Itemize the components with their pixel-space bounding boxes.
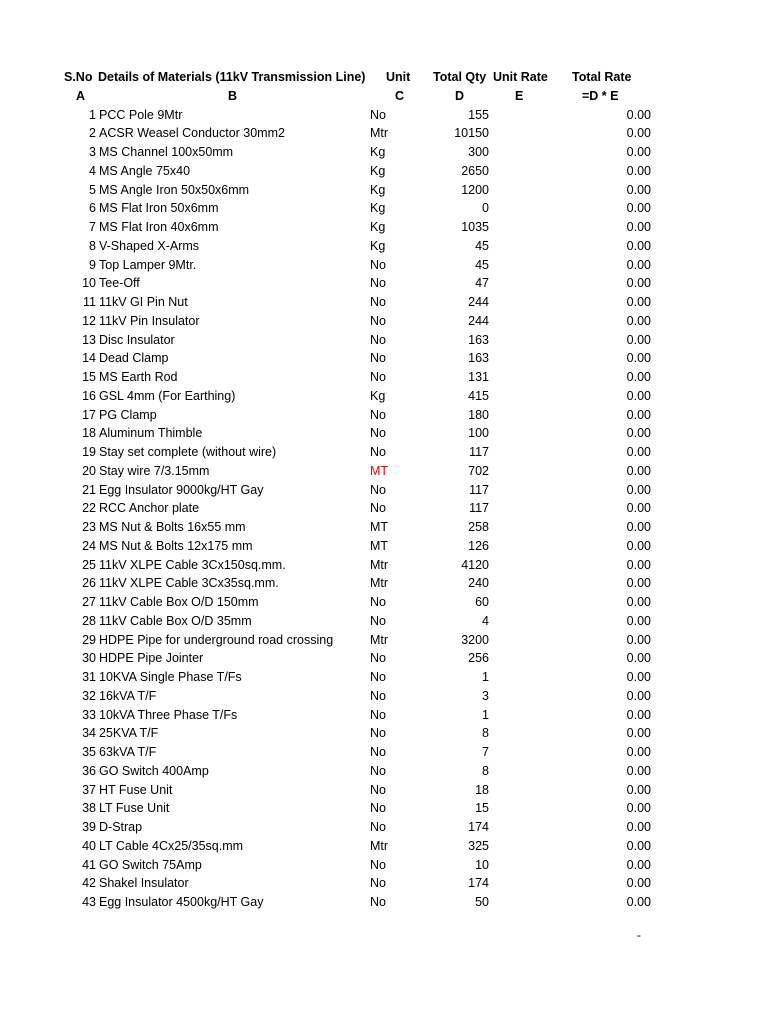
row-total-rate: 0.00 — [626, 538, 651, 553]
row-sno: 2 — [89, 126, 96, 141]
row-total-rate: 0.00 — [626, 520, 651, 534]
row-total-qty: 415 — [468, 388, 489, 403]
row-total-rate: 0.00 — [626, 107, 651, 122]
row-description: MS Flat Iron 50x6mm — [99, 201, 219, 216]
table-row — [0, 181, 768, 200]
row-sno: 17 — [82, 407, 96, 422]
row-total-rate: 0.00 — [626, 501, 651, 516]
row-description: ACSR Weasel Conductor 30mm2 — [99, 126, 285, 141]
row-total-rate: 0.00 — [626, 895, 651, 909]
row-sno: 26 — [82, 576, 96, 591]
row-total-qty: 1200 — [461, 182, 489, 197]
row-sno: 38 — [82, 801, 96, 816]
row-description: 25KVA T/F — [99, 726, 159, 741]
row-description: 11kV Cable Box O/D 150mm — [99, 595, 259, 609]
row-total-rate: 0.00 — [626, 276, 651, 291]
footer-dash: - — [637, 928, 641, 942]
row-description: Dead Clamp — [99, 351, 169, 366]
row-description: MS Flat Iron 40x6mm — [99, 220, 219, 234]
row-unit: No — [370, 857, 386, 872]
row-total-qty: 256 — [468, 651, 489, 666]
row-total-qty: 4120 — [461, 557, 489, 572]
row-description: HT Fuse Unit — [99, 782, 173, 797]
row-total-qty: 117 — [469, 482, 489, 497]
table-row — [0, 481, 768, 500]
table-row — [0, 443, 768, 462]
table-row — [0, 106, 768, 125]
row-unit: No — [370, 276, 386, 291]
row-description: Shakel Insulator — [99, 876, 189, 891]
row-unit: No — [370, 651, 386, 666]
row-description: Disc Insulator — [99, 332, 175, 347]
table-row — [0, 124, 768, 143]
row-total-qty: 180 — [468, 407, 489, 422]
table-row — [0, 837, 768, 856]
row-total-rate: 0.00 — [626, 163, 651, 178]
table-row — [0, 256, 768, 275]
row-sno: 8 — [89, 238, 96, 253]
table-row — [0, 424, 768, 443]
column-letter-row — [0, 87, 768, 106]
table-row — [0, 649, 768, 668]
row-total-qty: 10 — [475, 857, 489, 872]
row-description: MS Channel 100x50mm — [99, 145, 234, 159]
table-row — [0, 518, 768, 537]
row-unit: No — [370, 332, 386, 347]
row-total-qty: 117 — [469, 445, 489, 459]
table-row — [0, 668, 768, 687]
row-unit: No — [370, 670, 386, 684]
column-formula-f: =D * E — [582, 88, 619, 103]
row-total-qty: 1 — [482, 707, 489, 722]
row-sno: 16 — [82, 388, 96, 403]
row-unit: Mtr — [370, 557, 389, 572]
row-total-qty: 3200 — [461, 632, 489, 647]
row-unit: No — [370, 426, 386, 441]
row-total-rate: 0.00 — [626, 876, 651, 891]
row-sno: 35 — [82, 745, 96, 759]
row-total-rate: 0.00 — [626, 388, 651, 403]
table-row — [0, 687, 768, 706]
row-sno: 27 — [82, 595, 96, 609]
table-row — [0, 237, 768, 256]
row-total-qty: 45 — [475, 257, 489, 272]
row-description: D-Strap — [99, 820, 143, 834]
header-total-rate: Total Rate — [572, 70, 632, 84]
row-unit: No — [370, 763, 386, 778]
row-sno: 21 — [82, 482, 96, 497]
row-description: HDPE Pipe Jointer — [99, 651, 204, 666]
table-row — [0, 874, 768, 893]
row-unit: No — [370, 482, 386, 497]
row-description: 10kVA Three Phase T/Fs — [99, 707, 238, 722]
row-unit: No — [370, 876, 386, 891]
row-total-rate: 0.00 — [626, 707, 651, 722]
column-letter-d: D — [455, 88, 465, 103]
row-total-qty: 117 — [469, 501, 489, 516]
row-unit: No — [370, 595, 386, 609]
row-sno: 39 — [82, 820, 96, 834]
table-row — [0, 199, 768, 218]
row-sno: 14 — [82, 351, 96, 366]
table-row — [0, 312, 768, 331]
row-description: PCC Pole 9Mtr — [99, 107, 183, 122]
row-description: PG Clamp — [99, 407, 157, 422]
column-letter-a: A — [76, 88, 86, 103]
row-description: 11kV Cable Box O/D 35mm — [99, 613, 252, 628]
column-letter-b: B — [228, 88, 238, 103]
row-total-rate: 0.00 — [626, 801, 651, 816]
row-sno: 13 — [82, 332, 96, 347]
table-row — [0, 218, 768, 237]
row-sno: 33 — [82, 707, 96, 722]
row-description: MS Earth Rod — [99, 370, 178, 384]
row-unit: Kg — [370, 220, 386, 234]
table-row — [0, 706, 768, 725]
header-details: Details of Materials (11kV Transmission Line) — [98, 70, 366, 84]
row-description: MS Nut & Bolts 16x55 mm — [99, 520, 246, 534]
row-total-rate: 0.00 — [626, 295, 651, 309]
row-total-qty: 325 — [468, 838, 489, 853]
row-total-qty: 15 — [475, 801, 489, 816]
row-total-rate: 0.00 — [626, 238, 651, 253]
row-total-qty: 60 — [475, 595, 489, 609]
row-total-rate: 0.00 — [626, 313, 651, 328]
table-row — [0, 799, 768, 818]
row-total-qty: 174 — [468, 876, 489, 891]
row-description: 11kV Pin Insulator — [99, 313, 200, 328]
row-sno: 36 — [82, 763, 96, 778]
row-total-rate: 0.00 — [626, 632, 651, 647]
table-row — [0, 537, 768, 556]
row-total-rate: 0.00 — [626, 445, 651, 459]
row-total-rate: 0.00 — [626, 688, 651, 703]
row-sno: 15 — [82, 370, 96, 384]
row-sno: 30 — [82, 651, 96, 666]
row-description: GO Switch 400Amp — [99, 763, 209, 778]
row-description: LT Cable 4Cx25/35sq.mm — [99, 838, 244, 853]
row-description: 63kVA T/F — [99, 745, 157, 759]
table-row — [0, 143, 768, 162]
row-total-rate: 0.00 — [626, 595, 651, 609]
row-total-qty: 50 — [475, 895, 489, 909]
row-total-qty: 131 — [468, 370, 489, 384]
row-total-qty: 3 — [482, 688, 489, 703]
row-description: 11kV GI Pin Nut — [99, 295, 188, 309]
row-total-rate: 0.00 — [626, 857, 651, 872]
row-unit: MT — [370, 463, 389, 478]
row-unit: No — [370, 801, 386, 816]
row-total-qty: 47 — [475, 276, 489, 291]
row-sno: 23 — [82, 520, 96, 534]
row-sno: 22 — [82, 501, 96, 516]
row-total-qty: 8 — [482, 726, 489, 741]
row-description: MS Angle 75x40 — [99, 163, 191, 178]
table-row — [0, 331, 768, 350]
row-description: Tee-Off — [99, 276, 140, 291]
row-description: Stay set complete (without wire) — [99, 445, 277, 459]
row-sno: 5 — [89, 182, 96, 197]
row-unit: No — [370, 313, 386, 328]
row-total-qty: 100 — [468, 426, 489, 441]
row-unit: No — [370, 370, 386, 384]
row-unit: No — [370, 257, 386, 272]
row-unit: No — [370, 501, 386, 516]
row-total-rate: 0.00 — [626, 576, 651, 591]
row-total-rate: 0.00 — [626, 407, 651, 422]
row-description: 16kVA T/F — [99, 688, 157, 703]
row-unit: No — [370, 351, 386, 366]
row-sno: 10 — [82, 276, 96, 291]
row-description: Egg Insulator 9000kg/HT Gay — [99, 482, 264, 497]
row-sno: 37 — [82, 782, 96, 797]
row-sno: 28 — [82, 613, 96, 628]
row-sno: 34 — [82, 726, 96, 741]
table-row — [0, 499, 768, 518]
column-letter-c: C — [395, 88, 405, 103]
table-row — [0, 574, 768, 593]
header-row — [0, 68, 768, 87]
row-sno: 20 — [82, 463, 96, 478]
row-total-qty: 300 — [468, 145, 489, 159]
row-unit: No — [370, 707, 386, 722]
materials-sheet — [0, 68, 768, 912]
header-total-qty: Total Qty — [433, 70, 487, 84]
row-description: Stay wire 7/3.15mm — [99, 463, 210, 478]
row-sno: 7 — [89, 220, 96, 234]
row-total-qty: 702 — [468, 463, 489, 478]
row-sno: 3 — [89, 145, 96, 159]
row-description: RCC Anchor plate — [99, 501, 200, 516]
row-unit: Kg — [370, 238, 386, 253]
row-unit: No — [370, 782, 386, 797]
row-total-rate: 0.00 — [626, 126, 651, 141]
row-total-rate: 0.00 — [626, 651, 651, 666]
row-total-qty: 7 — [482, 745, 489, 759]
row-sno: 24 — [82, 538, 96, 553]
row-sno: 11 — [83, 295, 96, 309]
header-unit: Unit — [386, 70, 411, 84]
row-sno: 4 — [89, 163, 96, 178]
row-sno: 31 — [82, 670, 96, 684]
row-sno: 18 — [82, 426, 96, 441]
row-description: Egg Insulator 4500kg/HT Gay — [99, 895, 264, 909]
row-unit: Mtr — [370, 838, 389, 853]
row-sno: 6 — [89, 201, 96, 216]
table-row — [0, 743, 768, 762]
row-total-rate: 0.00 — [626, 463, 651, 478]
row-description: Aluminum Thimble — [99, 426, 203, 441]
row-sno: 41 — [82, 857, 96, 872]
row-unit: No — [370, 820, 386, 834]
row-total-rate: 0.00 — [626, 220, 651, 234]
table-row — [0, 893, 768, 912]
row-total-rate: 0.00 — [626, 613, 651, 628]
row-unit: No — [370, 745, 386, 759]
row-sno: 29 — [82, 632, 96, 647]
row-total-qty: 2650 — [461, 163, 489, 178]
row-unit: No — [370, 107, 386, 122]
row-unit: Mtr — [370, 632, 389, 647]
table-row — [0, 556, 768, 575]
row-sno: 43 — [82, 895, 96, 909]
table-row — [0, 781, 768, 800]
row-total-qty: 155 — [468, 107, 489, 122]
table-row — [0, 293, 768, 312]
row-total-rate: 0.00 — [626, 745, 651, 759]
row-total-qty: 163 — [468, 332, 489, 347]
row-description: MS Nut & Bolts 12x175 mm — [99, 538, 253, 553]
table-row — [0, 162, 768, 181]
row-unit: No — [370, 726, 386, 741]
row-total-qty: 0 — [482, 201, 489, 216]
table-row — [0, 762, 768, 781]
row-total-rate: 0.00 — [626, 482, 651, 497]
row-total-qty: 10150 — [454, 126, 489, 141]
table-row — [0, 406, 768, 425]
row-unit: Kg — [370, 388, 386, 403]
table-row — [0, 818, 768, 837]
row-total-qty: 1 — [482, 670, 489, 684]
row-total-rate: 0.00 — [626, 370, 651, 384]
row-unit: Kg — [370, 163, 386, 178]
header-unit-rate: Unit Rate — [493, 70, 548, 84]
table-row — [0, 856, 768, 875]
row-total-qty: 126 — [468, 538, 489, 553]
row-total-rate: 0.00 — [626, 182, 651, 197]
column-letter-e: E — [515, 88, 524, 103]
table-row — [0, 593, 768, 612]
row-unit: No — [370, 445, 386, 459]
row-sno: 32 — [82, 688, 96, 703]
table-row — [0, 387, 768, 406]
row-total-qty: 45 — [475, 238, 489, 253]
row-total-qty: 244 — [468, 295, 489, 309]
row-total-qty: 1035 — [461, 220, 489, 234]
row-total-qty: 4 — [482, 613, 489, 628]
row-unit: No — [370, 407, 386, 422]
row-total-rate: 0.00 — [626, 820, 651, 834]
row-total-qty: 240 — [468, 576, 489, 591]
row-description: 11kV XLPE Cable 3Cx35sq.mm. — [99, 576, 279, 591]
table-row — [0, 462, 768, 481]
row-sno: 42 — [82, 876, 96, 891]
row-description: 10KVA Single Phase T/Fs — [99, 670, 242, 684]
row-total-rate: 0.00 — [626, 426, 651, 441]
row-total-rate: 0.00 — [626, 670, 651, 684]
row-sno: 19 — [82, 445, 96, 459]
row-total-rate: 0.00 — [626, 332, 651, 347]
materials-table-body — [0, 106, 768, 912]
row-description: Top Lamper 9Mtr. — [99, 257, 197, 272]
row-description: GSL 4mm (For Earthing) — [99, 388, 236, 403]
table-row — [0, 274, 768, 293]
row-unit: Kg — [370, 201, 386, 216]
row-total-rate: 0.00 — [626, 726, 651, 741]
row-sno: 9 — [89, 257, 96, 272]
row-total-rate: 0.00 — [626, 763, 651, 778]
row-total-rate: 0.00 — [626, 257, 651, 272]
row-total-qty: 244 — [468, 313, 489, 328]
row-description: LT Fuse Unit — [99, 801, 170, 816]
row-sno: 25 — [82, 557, 96, 572]
row-total-rate: 0.00 — [626, 782, 651, 797]
row-total-qty: 8 — [482, 763, 489, 778]
row-total-qty: 18 — [475, 782, 489, 797]
row-total-rate: 0.00 — [626, 351, 651, 366]
header-sno: S.No — [64, 70, 93, 84]
row-total-rate: 0.00 — [626, 557, 651, 572]
row-unit: Kg — [370, 182, 386, 197]
table-row — [0, 612, 768, 631]
row-description: MS Angle Iron 50x50x6mm — [99, 182, 250, 197]
row-unit: MT — [370, 520, 389, 534]
row-unit: Kg — [370, 145, 386, 159]
table-row — [0, 349, 768, 368]
row-description: 11kV XLPE Cable 3Cx150sq.mm. — [99, 557, 286, 572]
row-description: HDPE Pipe for underground road crossing — [99, 632, 334, 647]
row-description: V-Shaped X-Arms — [99, 238, 200, 253]
row-unit: No — [370, 895, 386, 909]
row-unit: Mtr — [370, 126, 389, 141]
row-description: GO Switch 75Amp — [99, 857, 202, 872]
row-unit: No — [370, 688, 386, 703]
row-unit: MT — [370, 538, 389, 553]
row-total-qty: 163 — [468, 351, 489, 366]
row-unit: No — [370, 613, 386, 628]
row-sno: 1 — [89, 107, 96, 122]
row-sno: 12 — [82, 313, 96, 328]
row-total-rate: 0.00 — [626, 145, 651, 159]
table-row — [0, 631, 768, 650]
row-total-qty: 258 — [468, 520, 489, 534]
row-total-rate: 0.00 — [626, 838, 651, 853]
row-unit: No — [370, 295, 386, 309]
row-total-rate: 0.00 — [626, 201, 651, 216]
table-row — [0, 724, 768, 743]
row-total-qty: 174 — [468, 820, 489, 834]
table-row — [0, 368, 768, 387]
row-sno: 40 — [82, 838, 96, 853]
row-unit: Mtr — [370, 576, 389, 591]
